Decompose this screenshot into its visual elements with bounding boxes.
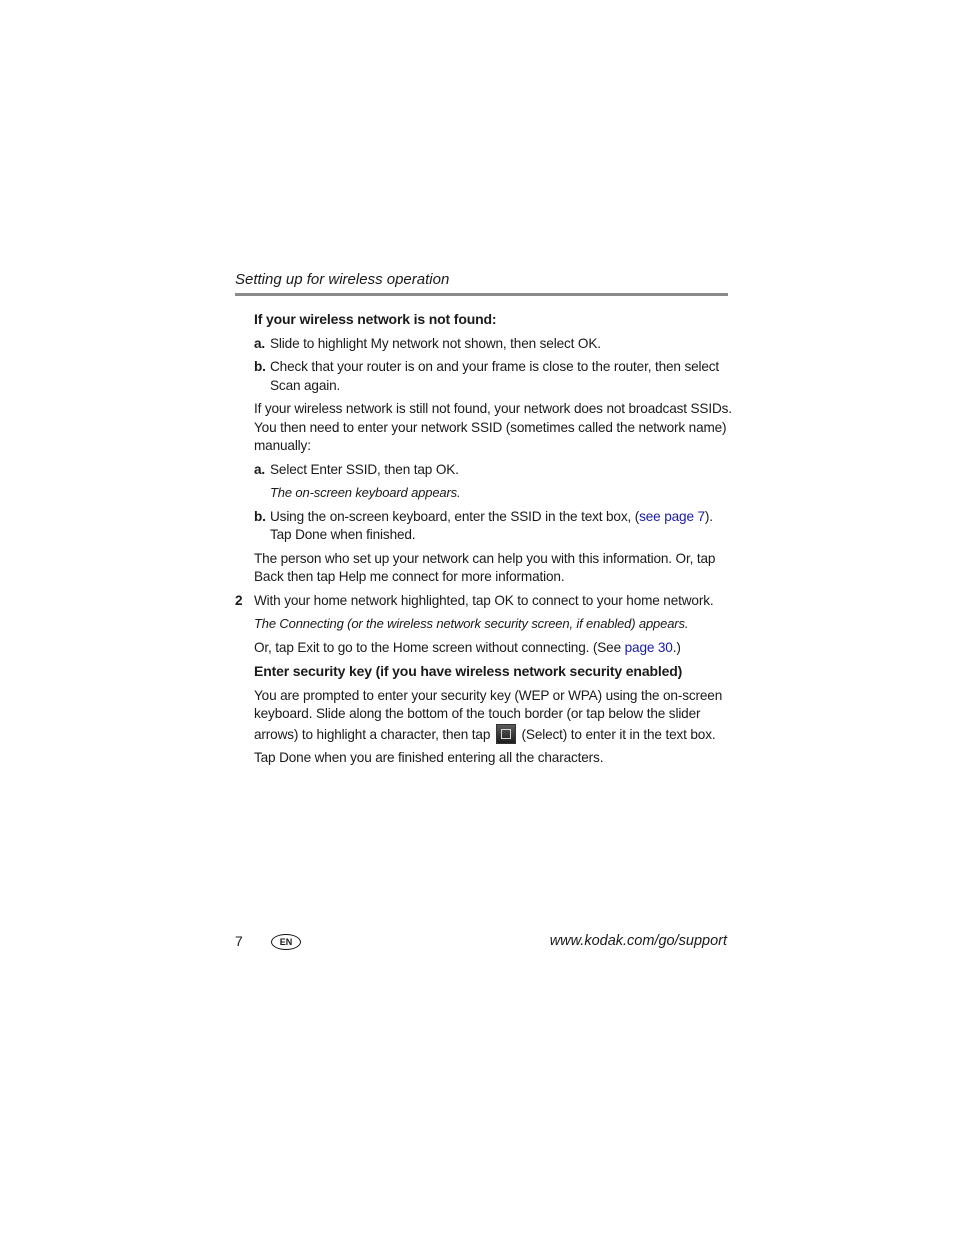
enter-ssid-step-a [254, 461, 732, 480]
page-number: 7 [235, 933, 243, 949]
support-url: www.kodak.com/go/support [549, 933, 727, 949]
page-header-title: Setting up for wireless operation [235, 271, 450, 288]
language-badge-icon: EN [271, 934, 301, 950]
step-text [270, 508, 732, 545]
step-text: Slide to highlight My network not shown, then select OK. [270, 335, 601, 351]
step-number: 2 [235, 592, 243, 608]
header-divider [235, 293, 728, 296]
connecting-note: The Connecting (or the wireless network security screen, if enabled) appears. [254, 616, 689, 631]
not-found-step-b [254, 358, 732, 395]
still-not-found-paragraph: If your wireless network is still not found, your network does not broadcast SSIDs. You then need to enter your network SSID (sometimes called the network name) manually: [254, 401, 732, 453]
step-label: b. [254, 508, 266, 524]
main-content [235, 310, 732, 773]
page-30-link[interactable]: page 30 [624, 639, 673, 655]
step-text-after: ). Tap Done when finished. [270, 508, 713, 542]
security-paragraph [254, 687, 732, 745]
exit-text-before: Or, tap Exit to go to the Home screen without connecting. (See [254, 639, 625, 655]
exit-text-after: .) [672, 639, 681, 655]
security-text-before: You are prompted to enter your security key (WEP or WPA) using the on-screen keyboard. Slide along the bottom of the touch border (or tap below the slider arrows) to highlight a character, then tap [254, 687, 723, 742]
not-found-step-a [254, 335, 732, 354]
security-text-after: (Select) to enter it in the text box. [521, 726, 716, 742]
enter-ssid-step-b [254, 508, 732, 545]
step-text: Check that your router is on and your frame is close to the router, then select Scan again. [270, 359, 720, 393]
step-2 [235, 592, 732, 611]
help-paragraph: The person who set up your network can help you with this information. Or, tap Back then tap Help me connect for more information. [254, 550, 716, 584]
step-text: Select Enter SSID, then tap OK. [270, 461, 459, 477]
step-label: a. [254, 461, 266, 477]
exit-paragraph [254, 639, 732, 658]
not-found-heading: If your wireless network is not found: [254, 311, 497, 327]
keyboard-note: The on-screen keyboard appears. [270, 485, 461, 500]
done-paragraph: Tap Done when you are finished entering all the characters. [254, 750, 604, 765]
page-footer [235, 931, 727, 953]
see-page-7-link[interactable]: see page 7 [639, 508, 705, 524]
select-icon [496, 724, 516, 744]
security-key-heading: Enter security key (if you have wireless network security enabled) [254, 663, 683, 679]
step-label: a. [254, 335, 266, 351]
step-label: b. [254, 359, 266, 374]
step-text-before: Using the on-screen keyboard, enter the SSID in the text box, ( [270, 508, 640, 524]
step-2-text: With your home network highlighted, tap OK to connect to your home network. [254, 592, 714, 608]
